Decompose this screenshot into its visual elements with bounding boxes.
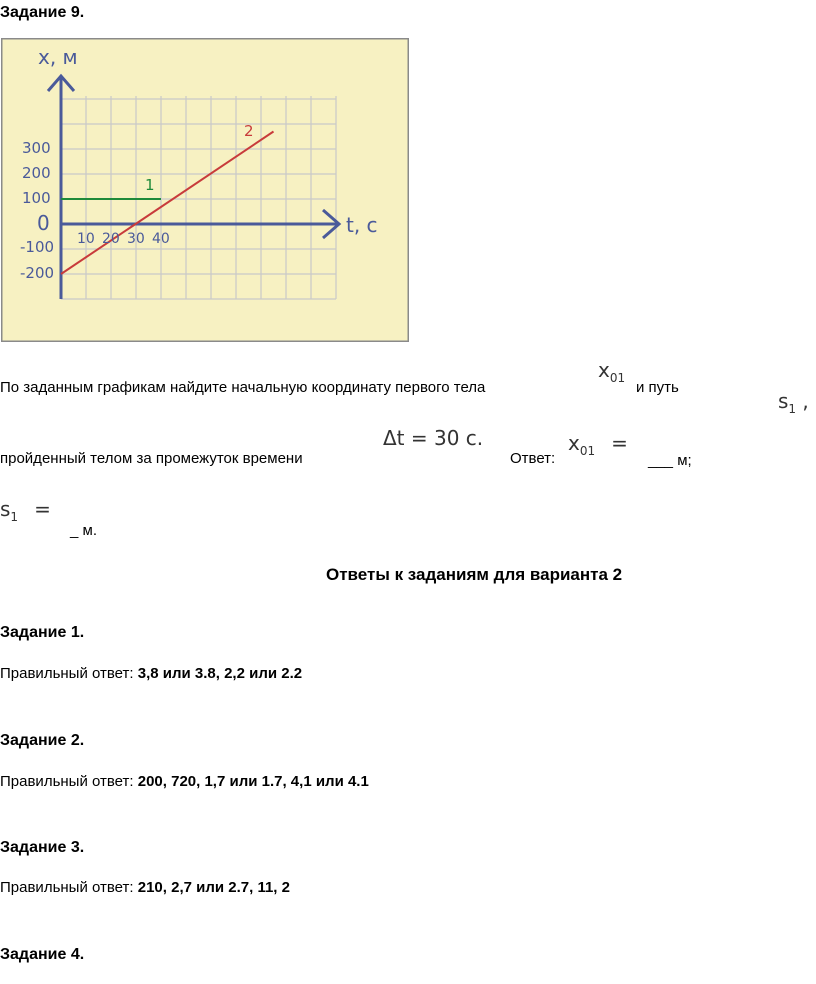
y-axis-label: х, м bbox=[38, 45, 78, 69]
question-text-path: и путь bbox=[636, 379, 679, 396]
x-axis-label: t, с bbox=[346, 213, 378, 237]
question-text-1: По заданным графикам найдите начальную координату первого тела bbox=[0, 379, 486, 396]
task3-answer: Правильный ответ: 210, 2,7 или 2.7, 11, 2 bbox=[0, 879, 290, 896]
y-tick-minus200: -200 bbox=[20, 264, 55, 282]
line-2-label: 2 bbox=[244, 122, 254, 140]
x01-answer-blank: ___ м; bbox=[648, 452, 692, 469]
question-text-2: пройденный телом за промежуток времени bbox=[0, 450, 303, 467]
s1-answer-symbol: $s_1$ = bbox=[0, 497, 51, 524]
line-1-label: 1 bbox=[145, 176, 155, 194]
task1-title: Задание 1. bbox=[0, 624, 85, 641]
task1-answer: Правильный ответ: 3,8 или 3.8, 2,2 или 2.2 bbox=[0, 665, 303, 682]
task2-title: Задание 2. bbox=[0, 732, 85, 749]
x-tick-10: 10 bbox=[77, 231, 95, 247]
x-tick-20: 20 bbox=[102, 231, 120, 247]
y-tick-minus100: -100 bbox=[20, 238, 55, 256]
motion-graph bbox=[1, 38, 411, 344]
answers-heading: Ответы к заданиям для варианта 2 bbox=[326, 565, 623, 584]
y-tick-300: 300 bbox=[22, 139, 51, 157]
task9-title: Задание 9. bbox=[0, 4, 85, 21]
task4-title: Задание 4. bbox=[0, 946, 85, 963]
x-tick-30: 30 bbox=[127, 231, 145, 247]
origin-label: 0 bbox=[37, 211, 50, 235]
y-tick-100: 100 bbox=[22, 189, 51, 207]
task2-answer: Правильный ответ: 200, 720, 1,7 или 1.7, 4,1 или 4.1 bbox=[0, 773, 369, 790]
s1-answer-blank: _ м. bbox=[70, 522, 97, 539]
graph-background bbox=[2, 39, 409, 342]
x01-answer-symbol: $x_{01}$ = bbox=[568, 431, 628, 458]
x-tick-40: 40 bbox=[152, 231, 170, 247]
task3-title: Задание 3. bbox=[0, 839, 85, 856]
y-tick-200: 200 bbox=[22, 164, 51, 182]
delta-t-expression: Δt = 30 с. bbox=[383, 426, 484, 450]
answer-label: Ответ: bbox=[510, 450, 556, 467]
x01-symbol: $x_{01}$ bbox=[598, 358, 626, 385]
s1-symbol: $s_1$ , bbox=[778, 389, 809, 416]
